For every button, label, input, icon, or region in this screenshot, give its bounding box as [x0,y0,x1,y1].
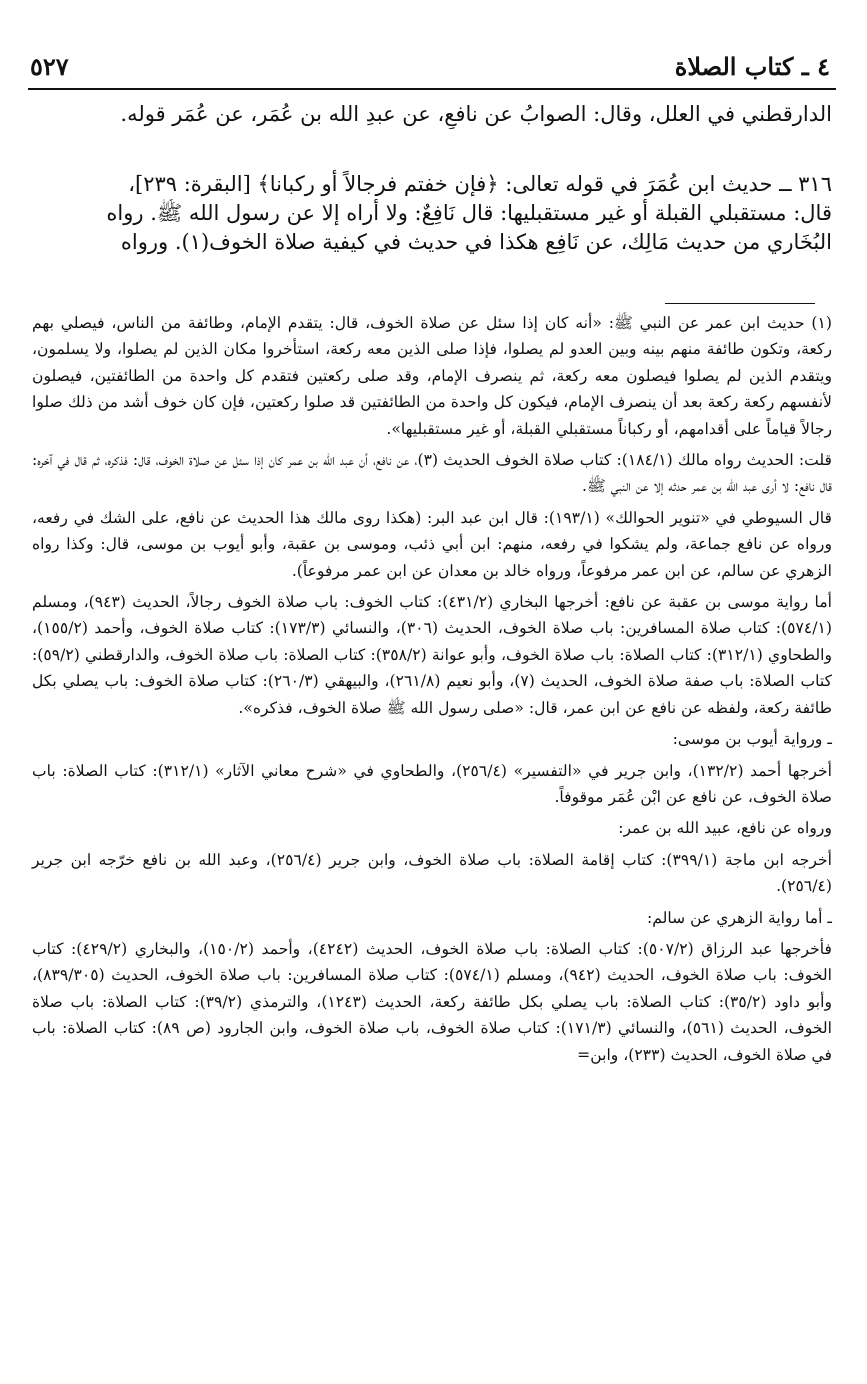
header-rule [28,88,836,90]
footnote-paragraph: أخرجها أحمد (١٣٢/٢)، وابن جرير في «التفسير» (٢٥٦/٤)، والطحاوي في «شرح معاني الآثار» (٣١٢/١): كتاب الصلاة: باب صلاة الخوف، عن نافع عن ابْن عُمَر موقوفاً. [32,761,832,806]
body-line: البُخَاري من حديث مَالِك، عن نَافِع هكذا في حديث في كيفية صلاة الخوف(١). ورواه [120,230,832,254]
footnote-paragraph: ورواه عن نافع، عبيد الله بن عمر: [618,819,832,838]
page-header [30,46,830,86]
body-paragraph-1 [35,100,832,129]
footnote-paragraph: ـ أما رواية الزهري عن سالم: [647,908,832,927]
body-line: الدارقطني في العلل، وقال: الصوابُ عن نافعٍ، عن عبدِ الله بن عُمَر، عن عُمَر قوله. [120,102,832,126]
footnote-paragraph: (١) حديث ابن عمر عن النبي ﷺ: «أنه كان إذا سئل عن صلاة الخوف، قال: يتقدم الإمام، وطائفة من الناس، فيصلي بهم ركعة، وتكون طائفة منهم بينه وبين العدو لم يصلوا، فإذا صلى الذين معه ركعة، استأخروا مكان الذين لم يصلوا، ولا يسلمون، ويتقدم الذين لم يصلوا فيصلون معه ركعة، ثم ينصرف الإمام، وقد صلى ركعتين فتقدم كل واحدة من الطائفتين، فيصلون لأنفسهم ركعة ركعة بعد أن ينصرف الإمام، فيكون كل واحدة من الطائفتين قد صلوا ركعتين، فإن كان خوف أشد من ذلك صلوا رجالاً قياماً على أقدامهم، أو ركباناً مستقبلي القبلة، أو غير مستقبليها». [32,314,832,438]
running-title: ٤ ـ كتاب الصلاة [674,51,830,81]
body-line: ٣١٦ ــ حديث ابن عُمَرَ في قوله تعالى: ﴿فإن خفتم فرجالاً أو ركبانا﴾ [البقرة: ٢٣٩]، [128,172,832,196]
footnote-separator [665,303,815,304]
body-paragraph-2 [35,170,832,257]
body-line: قال: مستقبلي القبلة أو غير مستقبليها: قال نَافِعٌ: ولا أراه إلا عن رسول الله ﷺ. رواه [106,201,832,225]
footnote-paragraph: أما رواية موسى بن عقبة عن نافع: أخرجها البخاري (٤٣١/٢): كتاب الخوف: باب صلاة الخوف رجالاً، الحديث (٩٤٣)، ومسلم (٥٧٤/١): كتاب صلاة المسافرين: باب صلاة الخوف، الحديث (٣٠٦)، والنسائي (١٧٣/٣): كتاب صلاة الخوف، وأحمد (١٥٥/٢)، والطحاوي (٣١٢/١): كتاب الصلاة: باب صلاة الخوف، وأبو عوانة (٣٥٨/٢): كتاب الصلاة: باب صلاة الخوف، والدارقطني (٥٩/٢): كتاب الصلاة: باب صفة صلاة الخوف، الحديث (٧)، وأبو نعيم (٢٦١/٨)، والبيهقي (٢٦٠/٣): كتاب صلاة الخوف: باب يصلي بكل طائفة ركعة، ولفظه عن نافع عن ابن عمر، قال: «صلى رسول الله ﷺ صلاة الخوف، فذكره». [32,593,833,717]
footnote-paragraph: قال السيوطي في «تنوير الحوالك» (١٩٣/١): قال ابن عبد البر: (هكذا روى مالك هذا الحديث عن نافع، على الشك في رفعه، ورواه عن نافع جماعة، ولم يشكوا في رفعه، منهم: ابن أبي ذئب، وموسى بن عقبة، وأبو أيوب بن موسى، قال: وكذا رواه الزهري عن سالم، عن ابن عمر مرفوعاً، ورواه خالد بن معدان عن ابن عمر مرفوعاً). [32,508,832,580]
footnotes [32,310,832,1073]
footnote-paragraph: أخرجه ابن ماجة (٣٩٩/١): كتاب إقامة الصلاة: باب صلاة الخوف، وابن جرير (٢٥٦/٤)، وعبد الله بن نافع خرّجه ابن جرير (٢٥٦/٤). [32,850,832,896]
page-number: ٥٢٧ [30,51,69,81]
footnote-paragraph: ـ ورواية أيوب بن موسى: [672,730,832,749]
footnote-paragraph: قلت: الحديث رواه مالك (١٨٤/١): كتاب صلاة الخوف الحديث (٣)، عن نافع، أن عبد الله بن عمر كان إذا سئل عن صلاة الخوف، قال: فذكره، ثم قال في آخره: قال نافع: لا أرى عبد الله بن عمر حدثه إلا عن النبي ﷺ. [32,451,833,496]
footnote-paragraph: فأخرجها عبد الرزاق (٥٠٧/٢): كتاب الصلاة: باب صلاة الخوف، الحديث (٤٢٤٢)، وأحمد (١٥٠/٢)، والبخاري (٤٢٩/٢): كتاب الخوف: باب صلاة الخوف، الحديث (٩٤٢)، ومسلم (٥٧٤/١): كتاب صلاة المسافرين: باب صلاة الخوف، الحديث (٨٣٩/٣٠٥)، وأبو داود (٣٥/٢): كتاب الصلاة: باب يصلي بكل طائفة ركعة، الحديث (١٢٤٣)، والترمذي (٣٩/٢): كتاب الصلاة: باب صلاة الخوف، الحديث (٥٦١)، والنسائي (١٧١/٣): كتاب صلاة الخوف، باب صلاة الخوف، وابن الجارود (ص ٨٩): كتاب الصلاة: باب في صلاة الخوف، الحديث (٢٣٣)، وابن= [32,939,833,1064]
